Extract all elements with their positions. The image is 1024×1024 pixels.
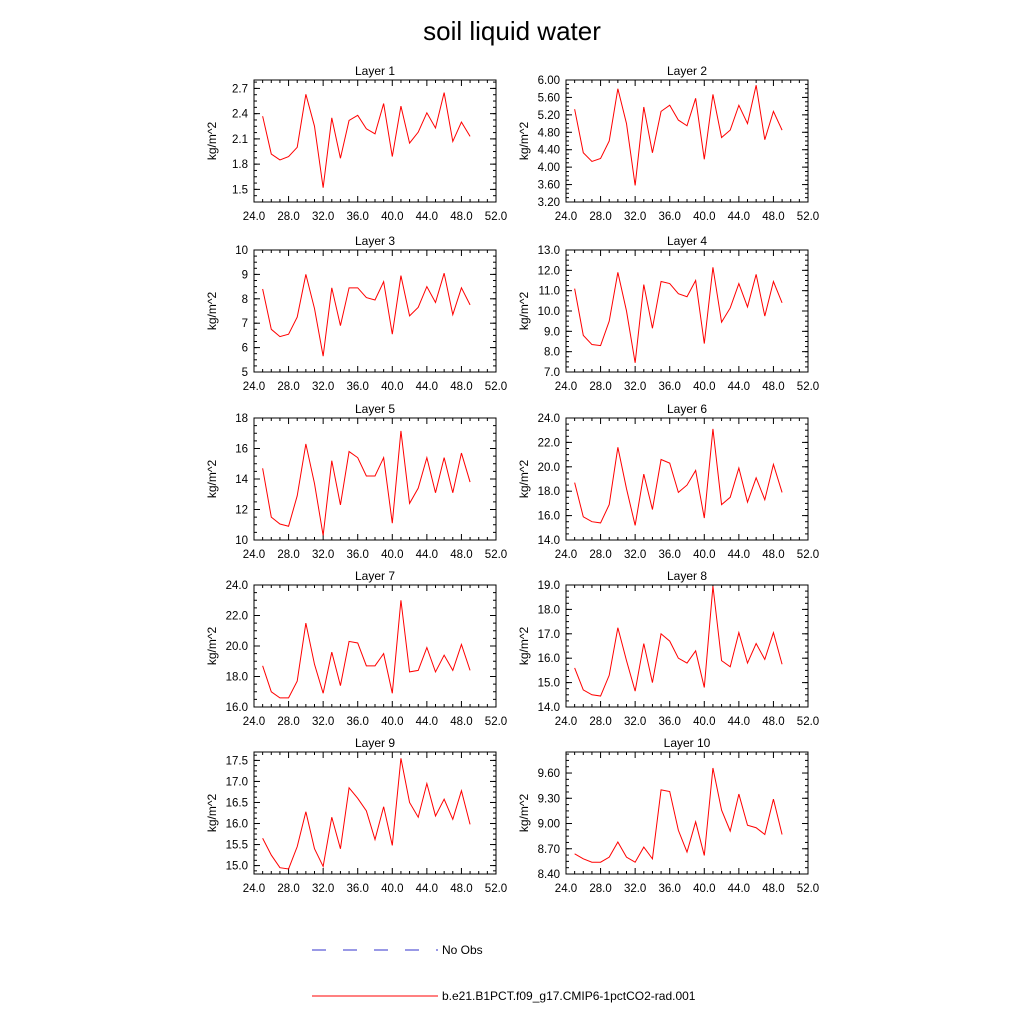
panel-layer-9 xyxy=(205,736,507,895)
y-tick-label: 7 xyxy=(241,318,248,331)
y-tick-label: 10 xyxy=(235,245,248,257)
x-tick-label: 52.0 xyxy=(796,716,820,728)
x-tick-label: 48.0 xyxy=(450,211,473,223)
y-axis-label: kg/m^2 xyxy=(517,291,531,331)
x-tick-label: 36.0 xyxy=(658,549,681,561)
panel-layer-8 xyxy=(517,569,819,728)
x-tick-label: 36.0 xyxy=(346,549,369,561)
y-axis-label: kg/m^2 xyxy=(205,793,219,833)
y-tick-label: 18.0 xyxy=(537,604,560,617)
x-tick-label: 28.0 xyxy=(589,381,612,393)
x-tick-label: 40.0 xyxy=(381,883,404,895)
y-tick-label: 8 xyxy=(241,293,248,306)
x-tick-label: 24.0 xyxy=(242,549,266,561)
y-tick-label: 20.0 xyxy=(537,461,560,474)
plot-frame xyxy=(254,80,496,202)
x-tick-label: 44.0 xyxy=(415,211,439,223)
plot-frame xyxy=(566,250,808,372)
y-tick-label: 8.40 xyxy=(537,869,560,881)
y-axis-label: kg/m^2 xyxy=(517,459,531,499)
series-line xyxy=(575,586,782,696)
x-tick-label: 32.0 xyxy=(311,381,335,393)
panel-title: Layer 6 xyxy=(666,402,708,416)
x-tick-label: 28.0 xyxy=(277,549,300,561)
y-tick-label: 15.0 xyxy=(537,677,560,690)
x-tick-label: 28.0 xyxy=(277,211,300,223)
y-tick-label: 8.0 xyxy=(544,346,560,359)
y-axis-label: kg/m^2 xyxy=(205,626,219,666)
x-tick-label: 36.0 xyxy=(346,211,369,223)
x-tick-label: 28.0 xyxy=(277,381,300,393)
x-tick-label: 40.0 xyxy=(381,716,404,728)
y-tick-label: 14 xyxy=(235,474,248,486)
y-axis-label: kg/m^2 xyxy=(517,121,531,161)
series-line xyxy=(575,429,782,525)
panel-title: Layer 9 xyxy=(354,736,396,750)
x-tick-label: 40.0 xyxy=(381,211,404,223)
x-tick-label: 32.0 xyxy=(623,716,647,728)
y-tick-label: 9.00 xyxy=(537,818,560,831)
x-tick-label: 40.0 xyxy=(693,716,716,728)
plot-frame xyxy=(254,250,496,372)
panel-title: Layer 4 xyxy=(666,234,708,248)
plot-frame xyxy=(566,752,808,874)
x-tick-label: 40.0 xyxy=(693,549,716,561)
panel-layer-7 xyxy=(205,569,507,728)
x-tick-label: 48.0 xyxy=(762,883,785,895)
y-tick-label: 20.0 xyxy=(225,641,248,653)
series-line xyxy=(575,85,782,185)
x-tick-label: 48.0 xyxy=(762,549,785,561)
panel-title: Layer 8 xyxy=(666,569,708,583)
plot-frame xyxy=(566,80,808,202)
y-axis-label: kg/m^2 xyxy=(517,793,531,833)
series-line xyxy=(575,768,782,862)
y-axis-label: kg/m^2 xyxy=(205,459,219,499)
y-tick-label: 14.0 xyxy=(537,702,560,714)
x-tick-label: 52.0 xyxy=(484,716,508,728)
y-tick-label: 4.00 xyxy=(537,162,560,175)
y-tick-label: 8.70 xyxy=(537,843,560,856)
y-tick-label: 14.0 xyxy=(537,535,560,547)
y-tick-label: 17.5 xyxy=(225,755,248,768)
panel-layer-1 xyxy=(205,64,507,223)
x-tick-label: 36.0 xyxy=(658,883,681,895)
y-tick-label: 9.0 xyxy=(544,326,560,339)
x-tick-label: 28.0 xyxy=(589,883,612,895)
y-tick-label: 24.0 xyxy=(537,413,560,425)
x-tick-label: 36.0 xyxy=(346,883,369,895)
x-tick-label: 44.0 xyxy=(727,883,751,895)
y-tick-label: 18.0 xyxy=(537,486,560,499)
panel-title: Layer 3 xyxy=(354,234,396,248)
x-tick-label: 36.0 xyxy=(658,211,681,223)
y-tick-label: 6.00 xyxy=(537,75,560,87)
y-tick-label: 16.0 xyxy=(225,818,248,831)
plot-frame xyxy=(254,752,496,874)
series-line xyxy=(263,93,470,188)
y-tick-label: 11.0 xyxy=(538,285,560,298)
y-tick-label: 5 xyxy=(241,367,248,379)
y-tick-label: 2.4 xyxy=(232,108,248,121)
y-tick-label: 7.0 xyxy=(544,367,560,379)
x-tick-label: 52.0 xyxy=(796,883,820,895)
x-tick-label: 52.0 xyxy=(796,549,820,561)
x-tick-label: 48.0 xyxy=(450,883,473,895)
x-tick-label: 36.0 xyxy=(658,716,681,728)
y-tick-label: 24.0 xyxy=(225,580,248,592)
x-tick-label: 28.0 xyxy=(277,716,300,728)
x-tick-label: 44.0 xyxy=(415,381,439,393)
x-tick-label: 36.0 xyxy=(346,381,369,393)
y-tick-label: 16.0 xyxy=(537,510,560,523)
x-tick-label: 52.0 xyxy=(484,549,508,561)
x-tick-label: 24.0 xyxy=(554,549,578,561)
x-tick-label: 24.0 xyxy=(242,716,266,728)
y-tick-label: 12 xyxy=(235,504,248,517)
y-tick-label: 6 xyxy=(241,342,248,355)
x-tick-label: 48.0 xyxy=(450,381,473,393)
y-tick-label: 22.0 xyxy=(537,437,560,450)
plot-frame xyxy=(254,585,496,707)
x-tick-label: 44.0 xyxy=(727,381,751,393)
x-tick-label: 32.0 xyxy=(623,549,647,561)
y-tick-label: 17.0 xyxy=(225,776,248,789)
y-axis-label: kg/m^2 xyxy=(205,291,219,331)
y-tick-label: 16.5 xyxy=(225,797,248,810)
y-tick-label: 19.0 xyxy=(537,580,560,592)
legend-model-label: b.e21.B1PCT.f09_g17.CMIP6-1pctCO2-rad.001 xyxy=(442,989,696,1003)
legend xyxy=(312,943,696,1003)
y-tick-label: 10.0 xyxy=(537,306,560,318)
y-tick-label: 1.5 xyxy=(232,184,248,197)
x-tick-label: 44.0 xyxy=(415,883,439,895)
legend-obs-label: No Obs xyxy=(442,943,483,957)
panel-title: Layer 5 xyxy=(354,402,396,416)
x-tick-label: 44.0 xyxy=(727,716,751,728)
plot-frame xyxy=(566,418,808,540)
y-tick-label: 13.0 xyxy=(537,245,560,257)
panel-layer-2 xyxy=(517,64,819,223)
x-tick-label: 28.0 xyxy=(277,883,300,895)
x-tick-label: 24.0 xyxy=(554,211,578,223)
panel-layer-4 xyxy=(517,234,819,393)
x-tick-label: 40.0 xyxy=(693,381,716,393)
x-tick-label: 32.0 xyxy=(623,883,647,895)
series-line xyxy=(263,431,470,535)
panel-grid xyxy=(205,64,819,895)
x-tick-label: 24.0 xyxy=(554,883,578,895)
x-tick-label: 52.0 xyxy=(484,381,508,393)
series-line xyxy=(263,600,470,698)
x-tick-label: 44.0 xyxy=(727,211,751,223)
series-line xyxy=(575,267,782,363)
x-tick-label: 32.0 xyxy=(311,716,335,728)
y-tick-label: 4.80 xyxy=(537,127,560,140)
series-line xyxy=(263,273,470,356)
plot-frame xyxy=(566,585,808,707)
x-tick-label: 40.0 xyxy=(693,211,716,223)
x-tick-label: 32.0 xyxy=(311,549,335,561)
x-tick-label: 28.0 xyxy=(589,549,612,561)
y-tick-label: 18.0 xyxy=(225,671,248,684)
x-tick-label: 48.0 xyxy=(450,716,473,728)
x-tick-label: 52.0 xyxy=(484,211,508,223)
x-tick-label: 44.0 xyxy=(415,716,439,728)
panel-layer-3 xyxy=(205,234,507,393)
y-tick-label: 1.8 xyxy=(232,159,248,172)
y-tick-label: 17.0 xyxy=(537,628,560,641)
y-tick-label: 16.0 xyxy=(537,653,560,666)
x-tick-label: 24.0 xyxy=(242,381,266,393)
y-tick-label: 22.0 xyxy=(225,610,248,623)
panel-title: Layer 10 xyxy=(663,736,711,750)
y-tick-label: 15.0 xyxy=(225,860,248,873)
y-tick-label: 9.30 xyxy=(537,793,560,806)
x-tick-label: 52.0 xyxy=(796,381,820,393)
panel-layer-6 xyxy=(517,402,819,561)
y-tick-label: 16 xyxy=(235,443,248,456)
x-tick-label: 24.0 xyxy=(242,211,266,223)
x-tick-label: 24.0 xyxy=(554,381,578,393)
x-tick-label: 52.0 xyxy=(796,211,820,223)
y-tick-label: 15.5 xyxy=(225,839,248,852)
panel-title: Layer 2 xyxy=(666,64,708,78)
x-tick-label: 32.0 xyxy=(311,211,335,223)
panel-title: Layer 7 xyxy=(354,569,396,583)
y-axis-label: kg/m^2 xyxy=(205,121,219,161)
x-tick-label: 48.0 xyxy=(450,549,473,561)
x-tick-label: 28.0 xyxy=(589,211,612,223)
x-tick-label: 40.0 xyxy=(693,883,716,895)
y-axis-label: kg/m^2 xyxy=(517,626,531,666)
y-tick-label: 9 xyxy=(241,269,248,282)
x-tick-label: 44.0 xyxy=(415,549,439,561)
y-tick-label: 3.20 xyxy=(537,197,560,209)
x-tick-label: 44.0 xyxy=(727,549,751,561)
x-tick-label: 40.0 xyxy=(381,381,404,393)
x-tick-label: 36.0 xyxy=(658,381,681,393)
x-tick-label: 32.0 xyxy=(311,883,335,895)
x-tick-label: 24.0 xyxy=(554,716,578,728)
y-tick-label: 4.40 xyxy=(537,144,560,157)
y-tick-label: 2.1 xyxy=(232,133,248,146)
y-tick-label: 2.7 xyxy=(232,83,248,96)
figure-title: soil liquid water xyxy=(423,16,601,46)
y-tick-label: 3.60 xyxy=(537,179,560,192)
panel-layer-5 xyxy=(205,402,507,561)
x-tick-label: 24.0 xyxy=(242,883,266,895)
panel-layer-10 xyxy=(517,736,819,895)
x-tick-label: 36.0 xyxy=(346,716,369,728)
x-tick-label: 48.0 xyxy=(762,211,785,223)
y-tick-label: 5.20 xyxy=(537,109,560,122)
x-tick-label: 40.0 xyxy=(381,549,404,561)
y-tick-label: 16.0 xyxy=(225,702,248,714)
y-tick-label: 18 xyxy=(235,413,248,425)
x-tick-label: 48.0 xyxy=(762,381,785,393)
x-tick-label: 32.0 xyxy=(623,211,647,223)
y-tick-label: 12.0 xyxy=(537,265,560,278)
panel-title: Layer 1 xyxy=(354,64,396,78)
y-tick-label: 9.60 xyxy=(537,768,560,781)
x-tick-label: 32.0 xyxy=(623,381,647,393)
x-tick-label: 52.0 xyxy=(484,883,508,895)
y-tick-label: 5.60 xyxy=(537,92,560,105)
y-tick-label: 10 xyxy=(235,535,248,547)
x-tick-label: 28.0 xyxy=(589,716,612,728)
x-tick-label: 48.0 xyxy=(762,716,785,728)
series-line xyxy=(263,758,470,869)
